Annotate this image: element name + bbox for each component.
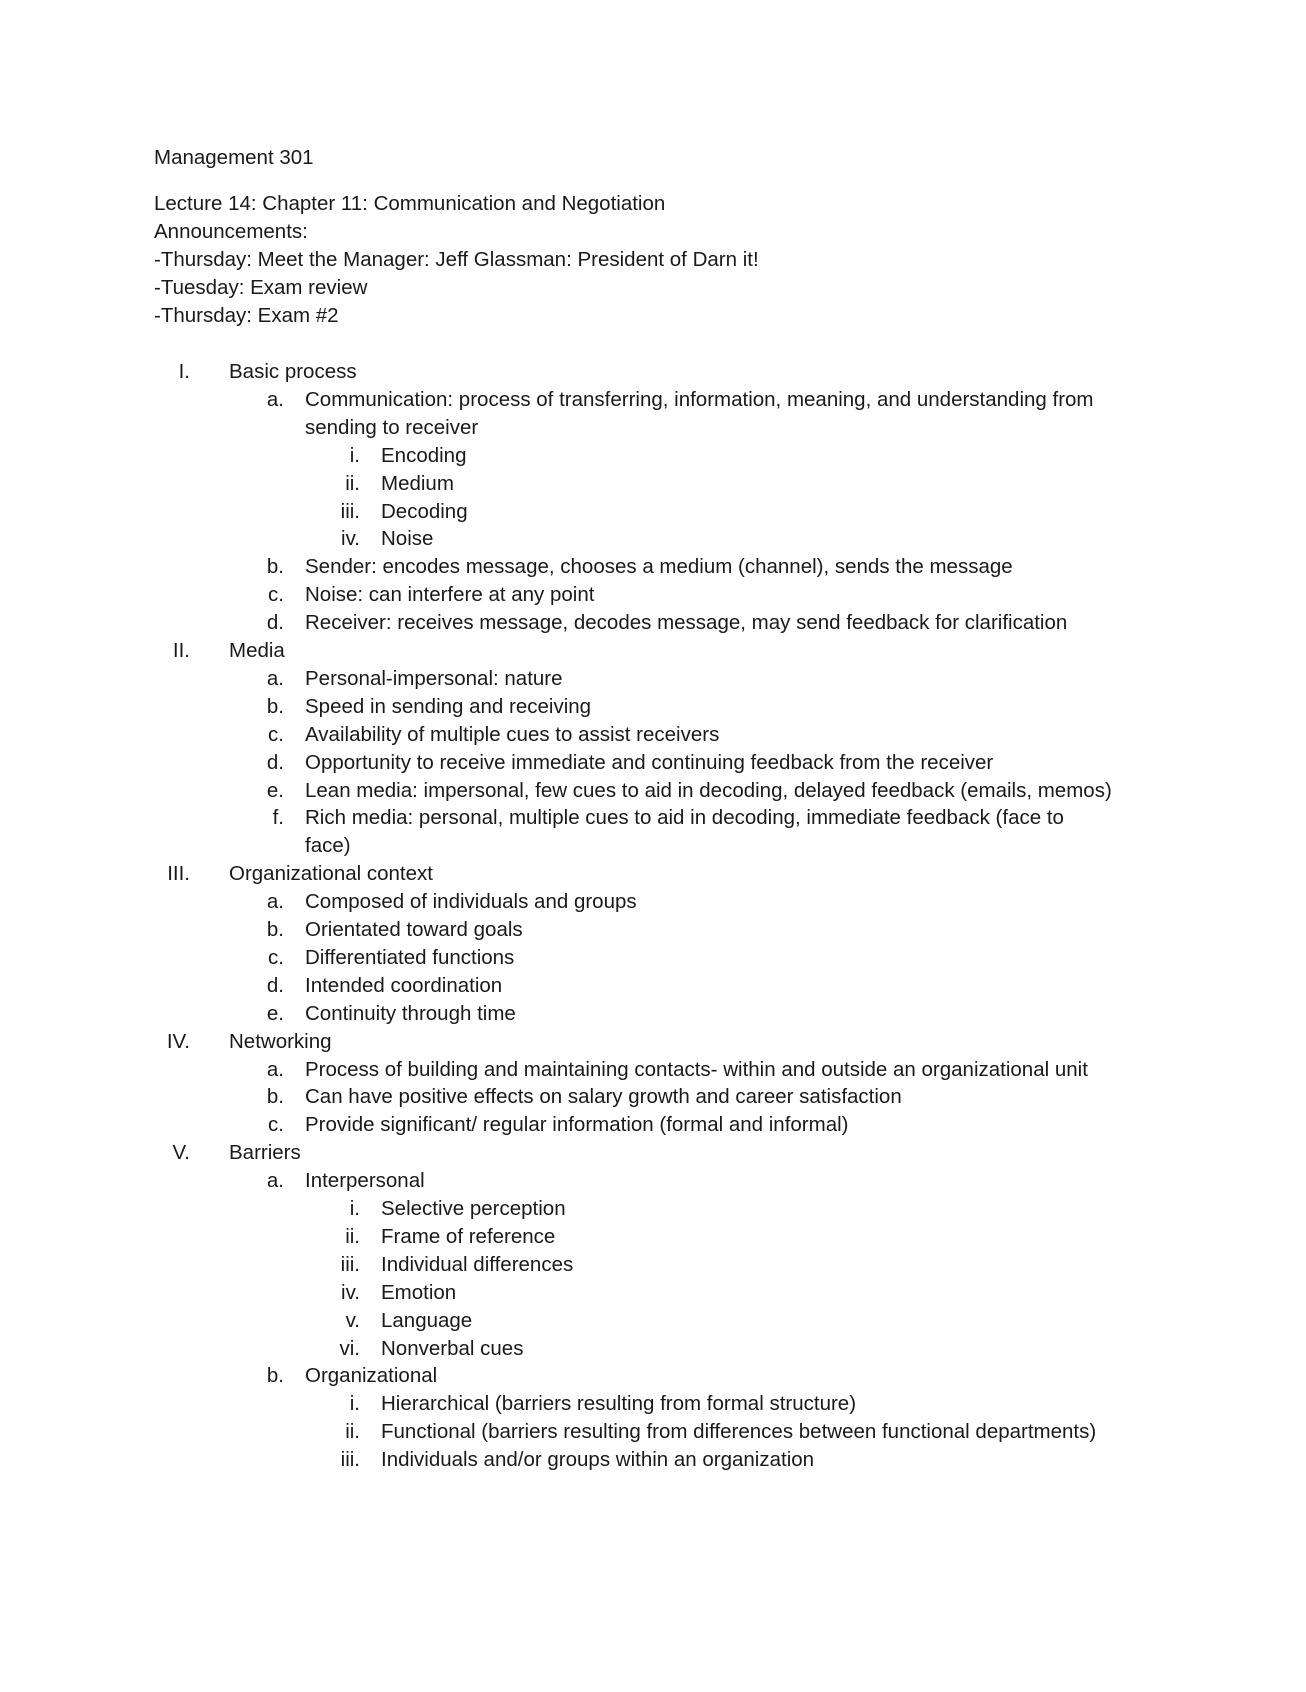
item-text: Rich media: personal, multiple cues to aid in decoding, immediate feedback (face to <box>305 806 1064 830</box>
subitem-text: Hierarchical (barriers resulting from formal structure) <box>381 1392 857 1416</box>
item-letter: a. <box>266 387 284 411</box>
item-text: face) <box>305 834 351 858</box>
item-text: Orientated toward goals <box>305 918 523 941</box>
announcement-item: -Thursday: Meet the Manager: Jeff Glassman: President of Darn it! <box>154 248 759 271</box>
item-letter: a. <box>266 1057 284 1081</box>
item-text: Organizational <box>305 1364 438 1388</box>
subitem-text: Emotion <box>381 1280 457 1304</box>
subitem-numeral: iii. <box>340 1448 360 1472</box>
subitem-text: Nonverbal cues <box>381 1336 524 1360</box>
subitem-text: Functional (barriers resulting from differences between functional departments) <box>381 1420 1097 1444</box>
lecture-title: Lecture 14: Chapter 11: Communication and Negotiation <box>154 192 666 215</box>
subitem-numeral: iii. <box>340 499 360 523</box>
item-letter: f. <box>272 806 284 830</box>
section-number: II. <box>172 639 190 662</box>
subitem-text: Encoding <box>381 443 467 467</box>
subitem-text: Decoding <box>381 499 468 523</box>
item-letter: a. <box>266 890 284 914</box>
subitem-numeral: vi. <box>339 1336 360 1360</box>
item-text: Composed of individuals and groups <box>305 890 637 914</box>
item-text: sending to receiver <box>305 415 479 439</box>
subitem-text: Selective perception <box>381 1197 566 1220</box>
section-heading: Media <box>229 639 285 662</box>
item-text: Process of building and maintaining contacts- within and outside an organizational unit <box>305 1057 1088 1081</box>
item-text: Provide significant/ regular information (formal and informal) <box>305 1113 849 1137</box>
section-heading: Networking <box>229 1029 332 1053</box>
item-text: Intended coordination <box>305 973 503 997</box>
section-heading: Organizational context <box>229 862 433 886</box>
item-letter: b. <box>266 1085 284 1109</box>
subitem-text: Individual differences <box>381 1252 574 1276</box>
item-text: Personal-impersonal: nature <box>305 666 563 690</box>
item-letter: b. <box>266 1364 284 1388</box>
section-number: V. <box>172 1141 190 1165</box>
subitem-numeral: i. <box>349 1392 360 1416</box>
item-letter: c. <box>268 583 284 607</box>
item-text: Speed in sending and receiving <box>305 694 592 718</box>
item-letter: a. <box>266 1169 284 1193</box>
announcement-item: -Tuesday: Exam review <box>154 276 368 299</box>
item-letter: b. <box>266 918 284 941</box>
subitem-numeral: ii. <box>345 1224 360 1248</box>
subitem-text: Language <box>381 1308 473 1332</box>
subitem-numeral: v. <box>345 1308 360 1332</box>
subitem-numeral: iii. <box>340 1252 360 1276</box>
item-text: Noise: can interfere at any point <box>305 583 595 607</box>
course-title: Management 301 <box>154 146 314 169</box>
subitem-numeral: ii. <box>345 1420 360 1444</box>
subitem-text: Individuals and/or groups within an organization <box>381 1448 815 1472</box>
item-letter: e. <box>266 778 284 802</box>
item-letter: d. <box>266 973 284 997</box>
item-letter: b. <box>266 555 284 579</box>
announcement-item: -Thursday: Exam #2 <box>154 304 339 327</box>
item-letter: b. <box>266 694 284 718</box>
item-text: Opportunity to receive immediate and continuing feedback from the receiver <box>305 750 994 774</box>
subitem-text: Noise <box>381 527 434 551</box>
announcements-heading: Announcements: <box>154 220 308 243</box>
item-letter: d. <box>266 611 284 635</box>
item-letter: c. <box>268 945 284 969</box>
item-letter: a. <box>266 666 284 690</box>
subitem-text: Medium <box>381 471 454 495</box>
item-text: Communication: process of transferring, information, meaning, and understanding from <box>305 387 1094 411</box>
item-text: Can have positive effects on salary growth and career satisfaction <box>305 1085 902 1109</box>
item-text: Differentiated functions <box>305 945 515 969</box>
subitem-numeral: i. <box>349 1197 360 1220</box>
item-text: Lean media: impersonal, few cues to aid in decoding, delayed feedback (emails, memos) <box>305 778 1112 802</box>
item-text: Interpersonal <box>305 1169 425 1193</box>
section-number: IV. <box>166 1029 190 1053</box>
subitem-numeral: iv. <box>341 527 360 551</box>
item-text: Sender: encodes message, chooses a medium (channel), sends the message <box>305 555 1013 579</box>
item-letter: c. <box>268 1113 284 1137</box>
item-text: Continuity through time <box>305 1001 516 1025</box>
subitem-text: Frame of reference <box>381 1224 556 1248</box>
subitem-numeral: iv. <box>341 1280 360 1304</box>
subitem-numeral: i. <box>349 443 360 467</box>
item-text: Receiver: receives message, decodes message, may send feedback for clarification <box>305 611 1068 635</box>
item-letter: e. <box>266 1001 284 1025</box>
subitem-numeral: ii. <box>345 471 360 495</box>
section-number: I. <box>178 360 190 383</box>
section-heading: Barriers <box>229 1141 301 1165</box>
item-letter: c. <box>268 722 284 746</box>
item-letter: d. <box>266 750 284 774</box>
section-heading: Basic process <box>229 360 357 383</box>
item-text: Availability of multiple cues to assist receivers <box>305 722 720 746</box>
section-number: III. <box>167 862 190 886</box>
